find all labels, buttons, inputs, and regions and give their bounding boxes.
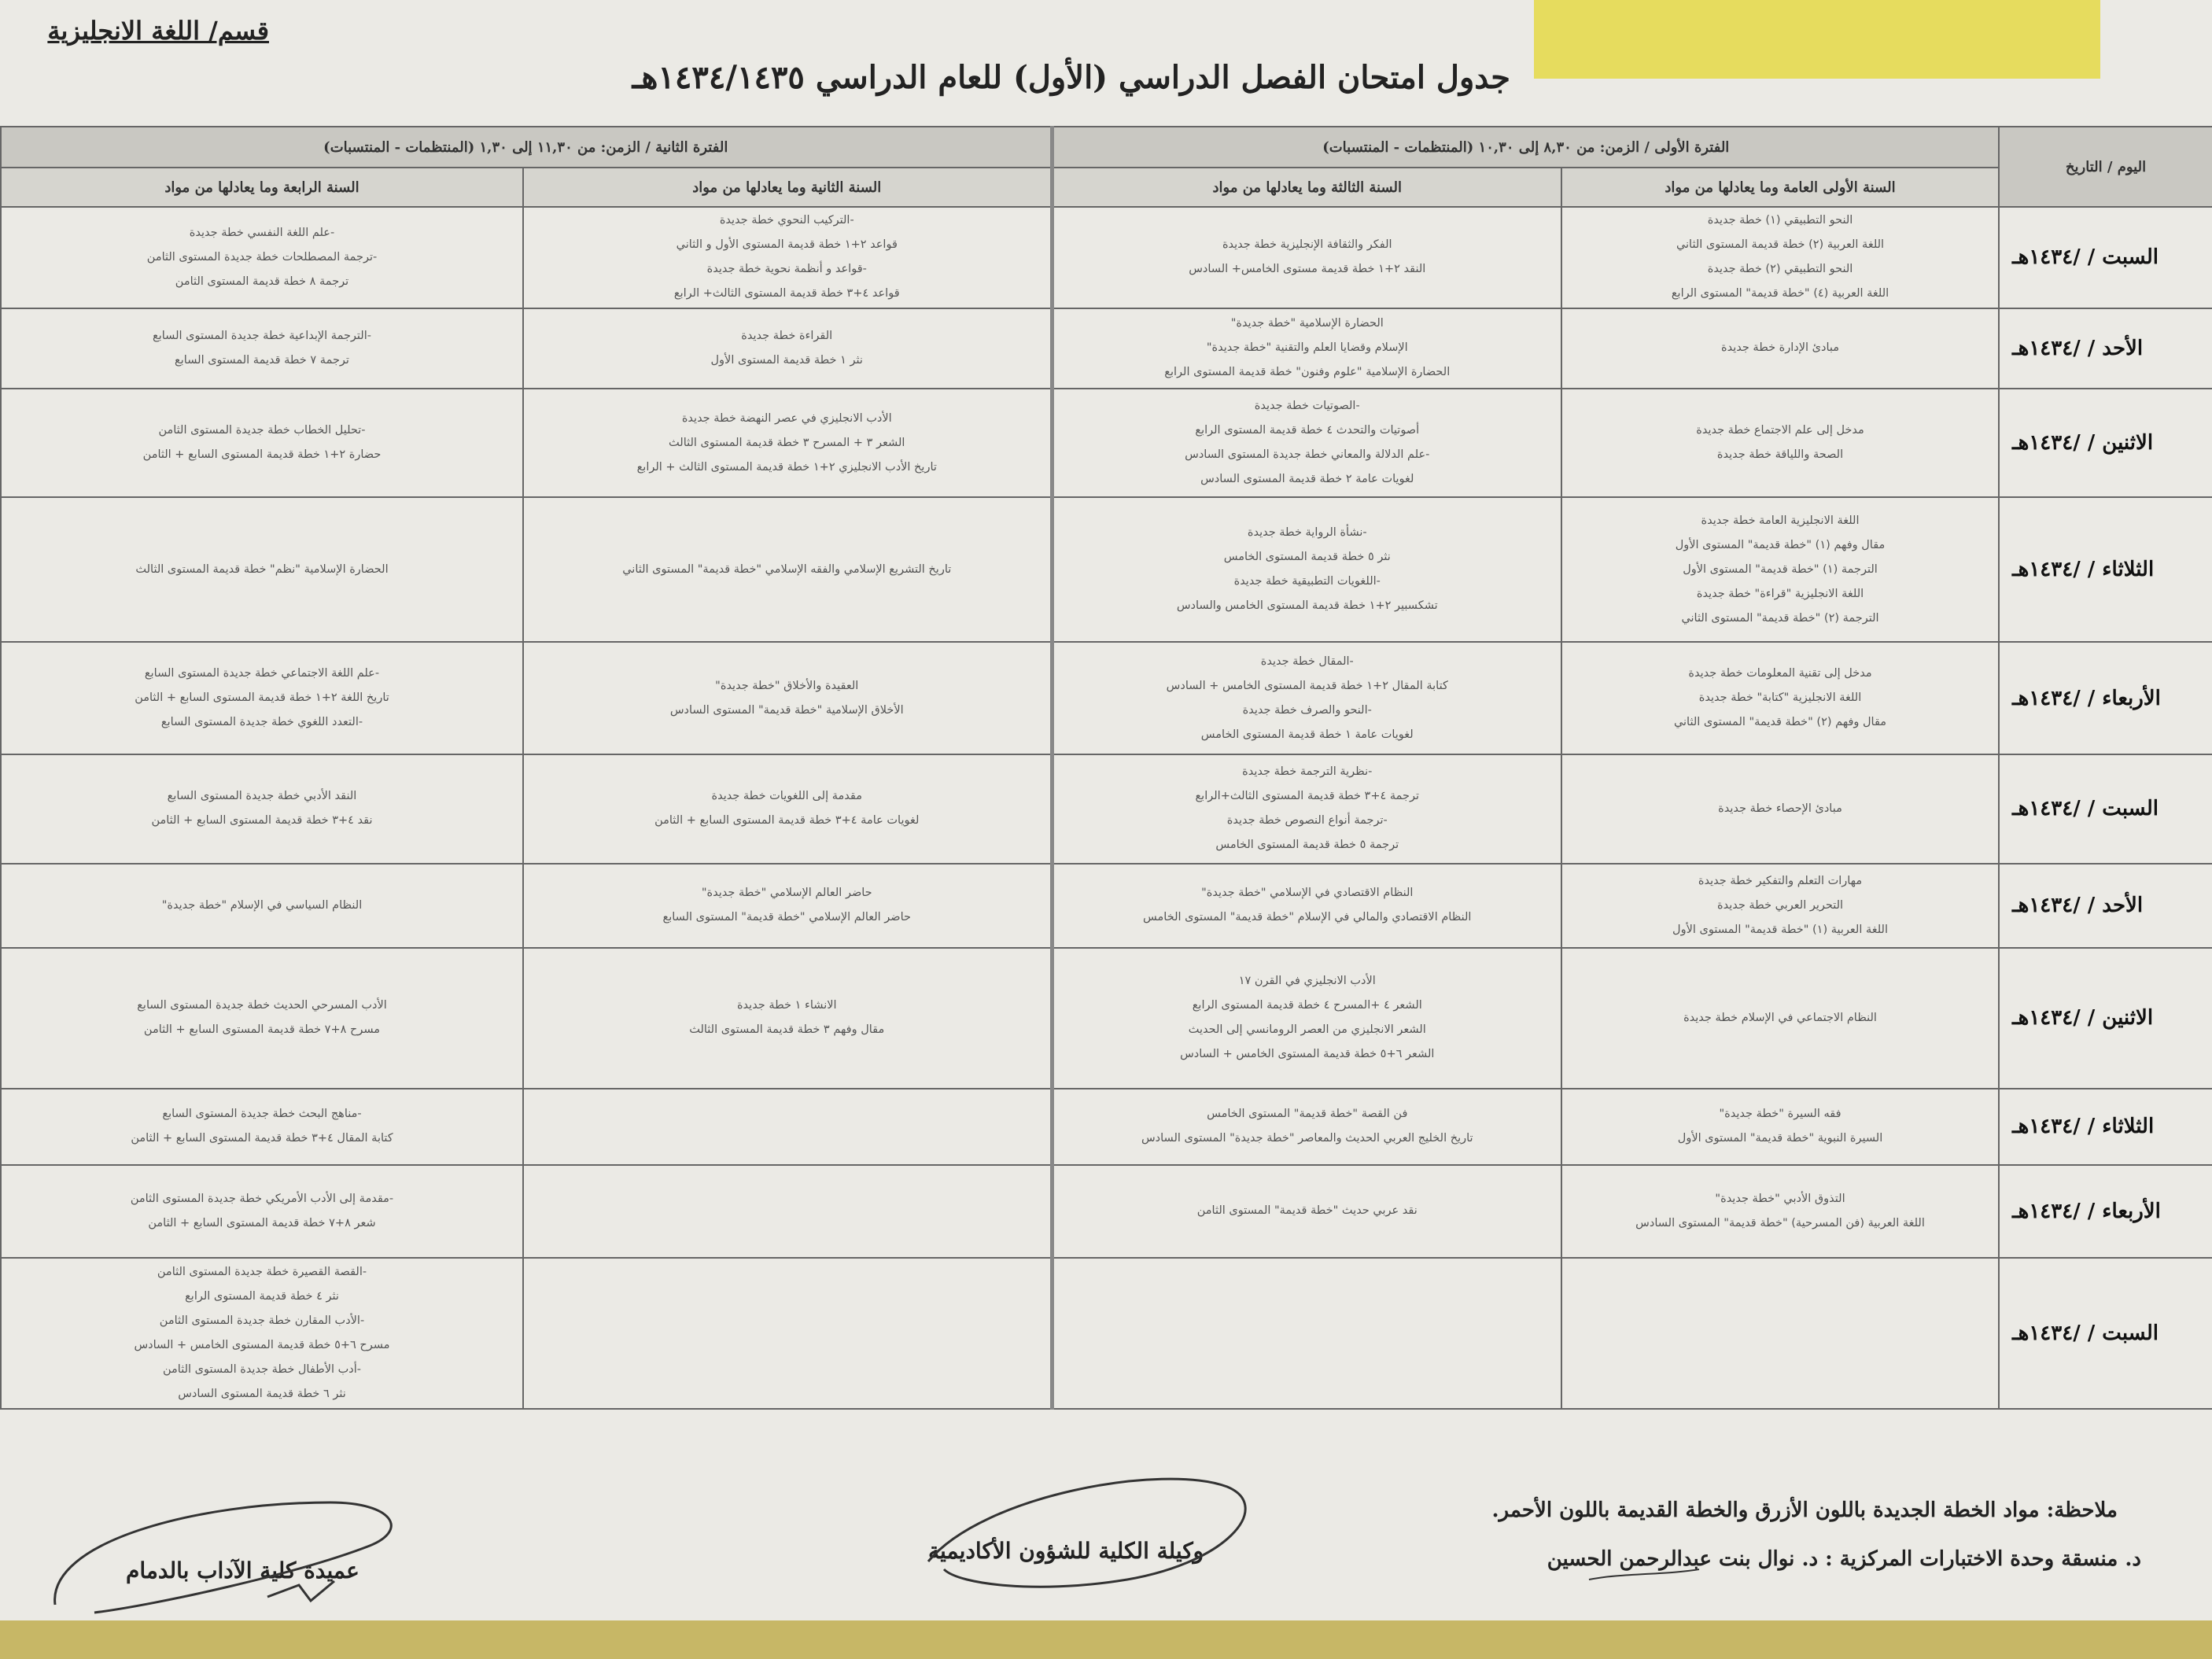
subject-line: اللغة الانجليزية "كتابة" خطة جديدة: [1698, 691, 1862, 705]
subject-line: -قواعد و أنظمة نحوية خطة جديدة: [706, 263, 867, 276]
page-title: جدول امتحان الفصل الدراسي (الأول) للعام الدراسي ١٤٣٤/١٤٣٥هـ: [632, 59, 1510, 96]
subject-line: الأدب الانجليزي في عصر النهضة خطة جديدة: [681, 411, 892, 425]
subject-line: -نشأة الرواية خطة جديدة: [1247, 526, 1367, 540]
subjects-cell-y2: [523, 864, 1052, 948]
subject-line: قواعد ٢+١ خطة قديمة المستوى الأول و الثاني: [676, 238, 898, 252]
subject-line: نقد عربي حديث "خطة قديمة" المستوى الثامن: [1196, 1204, 1418, 1218]
subject-line: تشكسبير ٢+١ خطة قديمة المستوى الخامس والسادس: [1176, 599, 1438, 613]
subjects-cell-y2: [523, 308, 1052, 389]
subjects-cell-y3: [1052, 389, 1561, 497]
schedule-row: [1, 389, 2212, 497]
subject-line: الانشاء ١ خطة جديدة: [736, 999, 837, 1012]
schedule-body: [1, 207, 2212, 1409]
subject-line: الأدب المسرحي الحديث خطة جديدة المستوى السابع: [137, 999, 387, 1012]
subject-line: نثر ٥ خطة قديمة المستوى الخامس: [1223, 551, 1391, 564]
subjects-cell-y3: [1052, 1089, 1561, 1165]
subject-line: -ترجمة المصطلحات خطة جديدة المستوى الثامن: [146, 250, 378, 264]
subject-line: كتابة المقال ٢+١ خطة قديمة المستوى الخامس + السادس: [1166, 679, 1448, 692]
subjects-cell-y2: [523, 1089, 1052, 1165]
subjects-cell-y3: [1052, 1258, 1561, 1409]
subjects-cell-y3: [1052, 497, 1561, 642]
subject-line: النقد ٢+١ خطة قديمة مستوى الخامس+ السادس: [1189, 263, 1426, 276]
subjects-cell-y1: [1561, 1089, 1999, 1165]
subject-line: الأخلاق الإسلامية "خطة قديمة" المستوى السادس: [669, 703, 904, 717]
subject-line: كتابة المقال ٤+٣ خطة قديمة المستوى السابع + الثامن: [131, 1132, 393, 1145]
subject-line: اللغة العربية (٤) "خطة قديمة" المستوى الرابع: [1671, 287, 1889, 300]
subject-line: النقد الأدبي خطة جديدة المستوى السابع: [167, 790, 357, 803]
exam-date: الأربعاء / /١٤٣٤هـ: [1999, 1165, 2212, 1258]
subjects-cell-y2: [523, 1165, 1052, 1258]
subject-line: الشعر ٣ + المسرح ٣ خطة قديمة المستوى الثالث: [669, 436, 905, 449]
subject-line: الأدب الانجليزي في القرن ١٧: [1238, 975, 1376, 988]
subjects-cell-y4: [1, 754, 523, 863]
subject-line: اللغة العربية (١) "خطة قديمة" المستوى الأول: [1672, 923, 1888, 936]
subject-line: مقال وفهم (٢) "خطة قديمة" المستوى الثاني: [1673, 716, 1887, 729]
column-header-year4: السنة الرابعة وما يعادلها من مواد: [1, 168, 523, 207]
exam-date: السبت / /١٤٣٤هـ: [1999, 207, 2212, 308]
subject-line: -اللغويات التطبيقية خطة جديدة: [1233, 575, 1381, 588]
exam-date: السبت / /١٤٣٤هـ: [1999, 754, 2212, 863]
period1-header: الفترة الأولى / الزمن: من ٨,٣٠ إلى ١٠,٣٠ (المنتظمات - المنتسبات): [1052, 127, 1999, 168]
subject-line: -التعدد اللغوي خطة جديدة المستوى السابع: [160, 716, 363, 729]
subject-line: -الترجمة الإبداعية خطة جديدة المستوى السابع: [153, 329, 371, 342]
subjects-cell-y1: [1561, 389, 1999, 497]
subject-line: مدخل إلى تقنية المعلومات خطة جديدة: [1688, 667, 1872, 680]
subject-line: النحو التطبيقي (٢) خطة جديدة: [1707, 263, 1853, 276]
schedule-row: [1, 1258, 2212, 1409]
subject-line: الحضارة الإسلامية "علوم وفنون" خطة قديمة المستوى الرابع: [1164, 366, 1451, 379]
subject-line: مقدمة إلى اللغويات خطة جديدة: [711, 790, 862, 803]
subjects-cell-y1: [1561, 1258, 1999, 1409]
department-label: قسم/ اللغة الانجليزية: [47, 16, 269, 46]
exam-date: الثلاثاء / /١٤٣٤هـ: [1999, 497, 2212, 642]
schedule-row: [1, 642, 2212, 754]
subject-line: -نظرية الترجمة خطة جديدة: [1242, 765, 1373, 779]
subject-line: ترجمة ٧ خطة قديمة المستوى السابع: [175, 353, 349, 367]
subjects-cell-y4: [1, 948, 523, 1089]
subjects-cell-y3: [1052, 642, 1561, 754]
subject-line: النظام الاقتصادي والمالي في الإسلام "خطة قديمة" المستوى الخامس: [1143, 911, 1472, 924]
subject-line: نثر ٤ خطة قديمة المستوى الرابع: [185, 1289, 339, 1303]
subjects-cell-y2: [523, 948, 1052, 1089]
subject-line: نثر ٦ خطة قديمة المستوى السادس: [178, 1387, 346, 1400]
subject-line: -علم اللغة الاجتماعي خطة جديدة المستوى السابع: [144, 667, 380, 680]
subjects-cell-y3: [1052, 1165, 1561, 1258]
subjects-cell-y4: [1, 642, 523, 754]
color-note: ملاحظة: مواد الخطة الجديدة باللون الأزرق والخطة القديمة باللون الأحمر.: [1491, 1499, 2118, 1522]
date-column-header: اليوم / التاريخ: [1999, 127, 2212, 207]
subjects-cell-y4: [1, 864, 523, 948]
subject-line: لغويات عامة ٢ خطة قديمة المستوى السادس: [1200, 473, 1414, 486]
subjects-cell-y2: [523, 642, 1052, 754]
subject-line: نقد ٤+٣ خطة قديمة المستوى السابع + الثامن: [151, 814, 373, 828]
subject-line: تاريخ الأدب الانجليزي ٢+١ خطة قديمة المستوى الثالث + الرابع: [636, 460, 937, 474]
subject-line: -المقال خطة جديدة: [1260, 654, 1354, 668]
exam-date: الثلاثاء / /١٤٣٤هـ: [1999, 1089, 2212, 1165]
subject-line: الترجمة (١) "خطة قديمة" المستوى الأول: [1683, 562, 1878, 576]
subjects-cell-y3: [1052, 948, 1561, 1089]
column-header-year2: السنة الثانية وما يعادلها من مواد: [523, 168, 1052, 207]
subject-line: اللغة الانجليزية العامة خطة جديدة: [1701, 514, 1860, 527]
subject-line: مقال وفهم ٣ خطة قديمة المستوى الثالث: [689, 1023, 885, 1037]
subject-line: -علم اللغة النفسي خطة جديدة: [189, 226, 335, 239]
subjects-cell-y4: [1, 1089, 523, 1165]
subjects-cell-y2: [523, 207, 1052, 308]
subject-line: ترجمة ٥ خطة قديمة المستوى الخامس: [1215, 839, 1399, 852]
subjects-cell-y2: [523, 389, 1052, 497]
subject-line: -مناهج البحث خطة جديدة المستوى السابع: [162, 1108, 362, 1121]
coordinator-name: د. منسقة وحدة الاختبارات المركزية : د. نوال بنت عبدالرحمن الحسين: [1547, 1547, 2141, 1571]
subject-line: حاضر العالم الإسلامي "خطة جديدة": [701, 887, 872, 900]
subject-line: النظام الاجتماعي في الإسلام خطة جديدة: [1683, 1011, 1877, 1024]
subject-line: مبادئ الإدارة خطة جديدة: [1721, 341, 1840, 355]
subject-line: -الصوتيات خطة جديدة: [1254, 400, 1360, 413]
subject-line: لغويات عامة ١ خطة قديمة المستوى الخامس: [1200, 728, 1414, 741]
dean-title: عميدة كلية الآداب بالدمام: [126, 1558, 359, 1583]
subjects-cell-y1: [1561, 864, 1999, 948]
subjects-cell-y1: [1561, 207, 1999, 308]
subject-line: فن القصة "خطة قديمة" المستوى الخامس: [1207, 1108, 1408, 1121]
schedule-row: [1, 864, 2212, 948]
subjects-cell-y1: [1561, 1165, 1999, 1258]
schedule-row: [1, 1089, 2212, 1165]
subject-line: -مقدمة إلى الأدب الأمريكي خطة جديدة المستوى الثامن: [130, 1192, 394, 1205]
subject-line: التحرير العربي خطة جديدة: [1716, 898, 1844, 912]
subject-line: تاريخ الخليج العربي الحديث والمعاصر "خطة جديدة" المستوى السادس: [1141, 1132, 1473, 1145]
subject-line: الحضارة الإسلامية "نظم" خطة قديمة المستوى الثالث: [135, 562, 389, 576]
subjects-cell-y4: [1, 497, 523, 642]
subject-line: قواعد ٤+٣ خطة قديمة المستوى الثالث+ الرابع: [673, 287, 900, 300]
subjects-cell-y4: [1, 308, 523, 389]
exam-date: الاثنين / /١٤٣٤هـ: [1999, 948, 2212, 1089]
exam-date: الاثنين / /١٤٣٤هـ: [1999, 389, 2212, 497]
subject-line: اللغة العربية (٢) خطة قديمة المستوى الثاني: [1676, 238, 1885, 252]
schedule-row: [1, 754, 2212, 863]
period2-header: الفترة الثانية / الزمن: من ١١,٣٠ إلى ١,٣٠ (المنتظمات - المنتسبات): [1, 127, 1052, 168]
subjects-cell-y3: [1052, 308, 1561, 389]
column-header-year1: السنة الأولى العامة وما يعادلها من مواد: [1561, 168, 1999, 207]
schedule-row: [1, 948, 2212, 1089]
exam-date: الأربعاء / /١٤٣٤هـ: [1999, 642, 2212, 754]
subjects-cell-y1: [1561, 948, 1999, 1089]
subject-line: مبادئ الإحصاء خطة جديدة: [1718, 802, 1842, 815]
subject-line: مدخل إلى علم الاجتماع خطة جديدة: [1696, 424, 1864, 437]
subject-line: الشعر ٤ +المسرح ٤ خطة قديمة المستوى الرابع: [1192, 999, 1422, 1012]
subject-line: الفكر والثقافة الإنجليزية خطة جديدة: [1222, 238, 1392, 252]
subjects-cell-y4: [1, 1258, 523, 1409]
subjects-cell-y2: [523, 754, 1052, 863]
subjects-cell-y4: [1, 207, 523, 308]
subject-line: -القصة القصيرة خطة جديدة المستوى الثامن: [157, 1265, 367, 1278]
subject-line: مسرح ٨+٧ خطة قديمة المستوى السابع + الثامن: [143, 1023, 381, 1037]
subjects-cell-y1: [1561, 754, 1999, 863]
subject-line: السيرة النبوية "خطة قديمة" المستوى الأول: [1677, 1132, 1883, 1145]
exam-date: السبت / /١٤٣٤هـ: [1999, 1258, 2212, 1409]
subject-line: مسرح ٦+٥ خطة قديمة المستوى الخامس + السادس: [134, 1338, 390, 1351]
subject-line: الحضارة الإسلامية "خطة جديدة": [1230, 317, 1384, 330]
desk-surface: [0, 1620, 2212, 1659]
subject-line: النحو التطبيقي (١) خطة جديدة: [1707, 214, 1853, 227]
subject-line: ترجمة ٨ خطة قديمة المستوى الثامن: [175, 275, 349, 288]
subject-line: الصحة واللياقة خطة جديدة: [1716, 448, 1844, 462]
subjects-cell-y4: [1, 389, 523, 497]
subjects-cell-y4: [1, 1165, 523, 1258]
subject-line: مقال وفهم (١) "خطة قديمة" المستوى الأول: [1675, 538, 1886, 551]
subjects-cell-y2: [523, 497, 1052, 642]
subjects-cell-y2: [523, 1258, 1052, 1409]
schedule-row: [1, 207, 2212, 308]
subject-line: أصوتيات والتحدث ٤ خطة قديمة المستوى الرابع: [1195, 424, 1420, 437]
subject-line: -ترجمة أنواع النصوص خطة جديدة: [1226, 814, 1388, 828]
schedule-row: [1, 497, 2212, 642]
vice-dean-title: وكيلة الكلية للشؤون الأكاديمية: [928, 1538, 1204, 1564]
exam-date: الأحد / /١٤٣٤هـ: [1999, 864, 2212, 948]
subject-line: تاريخ اللغة ٢+١ خطة قديمة المستوى السابع + الثامن: [135, 691, 389, 705]
subject-line: -أدب الأطفال خطة جديدة المستوى الثامن: [162, 1362, 361, 1376]
subject-line: شعر ٨+٧ خطة قديمة المستوى السابع + الثامن: [148, 1216, 376, 1230]
subject-line: فقه السيرة "خطة جديدة": [1719, 1108, 1841, 1121]
subject-line: الإسلام وقضايا العلم والتقنية "خطة جديدة": [1206, 341, 1408, 355]
exam-date: الأحد / /١٤٣٤هـ: [1999, 308, 2212, 389]
subject-line: -النحو والصرف خطة جديدة: [1242, 703, 1372, 717]
subject-line: القراءة خطة جديدة: [741, 329, 833, 342]
subject-line: اللغة العربية (فن المسرحية) "خطة قديمة" المستوى السادس: [1635, 1216, 1925, 1230]
subject-line: -علم الدلالة والمعاني خطة جديدة المستوى السادس: [1185, 448, 1430, 462]
subject-line: اللغة الانجليزية "قراءة" خطة جديدة: [1696, 587, 1864, 600]
subject-line: مهارات التعلم والتفكير خطة جديدة: [1698, 874, 1863, 887]
subjects-cell-y1: [1561, 642, 1999, 754]
subject-line: -الأدب المقارن خطة جديدة المستوى الثامن: [159, 1314, 365, 1327]
column-header-year3: السنة الثالثة وما يعادلها من مواد: [1052, 168, 1561, 207]
subject-line: التذوق الأدبي "خطة جديدة": [1715, 1192, 1845, 1205]
subjects-cell-y1: [1561, 308, 1999, 389]
subject-line: نثر ١ خطة قديمة المستوى الأول: [710, 353, 863, 367]
subject-line: الشعر ٦+٥ خطة قديمة المستوى الخامس + السادس: [1180, 1048, 1435, 1061]
subject-line: النظام السياسي في الإسلام "خطة جديدة": [161, 898, 363, 912]
subject-line: -التركيب النحوي خطة جديدة: [719, 214, 854, 227]
subject-line: ترجمة ٤+٣ خطة قديمة المستوى الثالث+الرابع: [1195, 790, 1420, 803]
subject-line: الشعر الانجليزي من العصر الرومانسي إلى الحديث: [1188, 1023, 1426, 1037]
subject-line: العقيدة والأخلاق "خطة جديدة": [715, 679, 859, 692]
subjects-cell-y3: [1052, 754, 1561, 863]
subject-line: النظام الاقتصادي في الإسلامي "خطة جديدة": [1201, 887, 1414, 900]
subjects-cell-y1: [1561, 497, 1999, 642]
subject-line: حاضر العالم الإسلامي "خطة قديمة" المستوى السابع: [662, 911, 911, 924]
sticky-note: [1534, 0, 2100, 79]
subjects-cell-y3: [1052, 207, 1561, 308]
subject-line: -تحليل الخطاب خطة جديدة المستوى الثامن: [158, 424, 366, 437]
schedule-row: [1, 1165, 2212, 1258]
subject-line: تاريخ التشريع الإسلامي والفقه الإسلامي "خطة قديمة" المستوى الثاني: [622, 562, 952, 576]
exam-schedule-table: [0, 126, 2212, 1410]
subject-line: حضارة ٢+١ خطة قديمة المستوى السابع + الثامن: [142, 448, 382, 462]
schedule-row: [1, 308, 2212, 389]
subject-line: لغويات عامة ٤+٣ خطة قديمة المستوى السابع + الثامن: [654, 814, 920, 828]
subject-line: الترجمة (٢) "خطة قديمة" المستوى الثاني: [1681, 611, 1879, 625]
subjects-cell-y3: [1052, 864, 1561, 948]
